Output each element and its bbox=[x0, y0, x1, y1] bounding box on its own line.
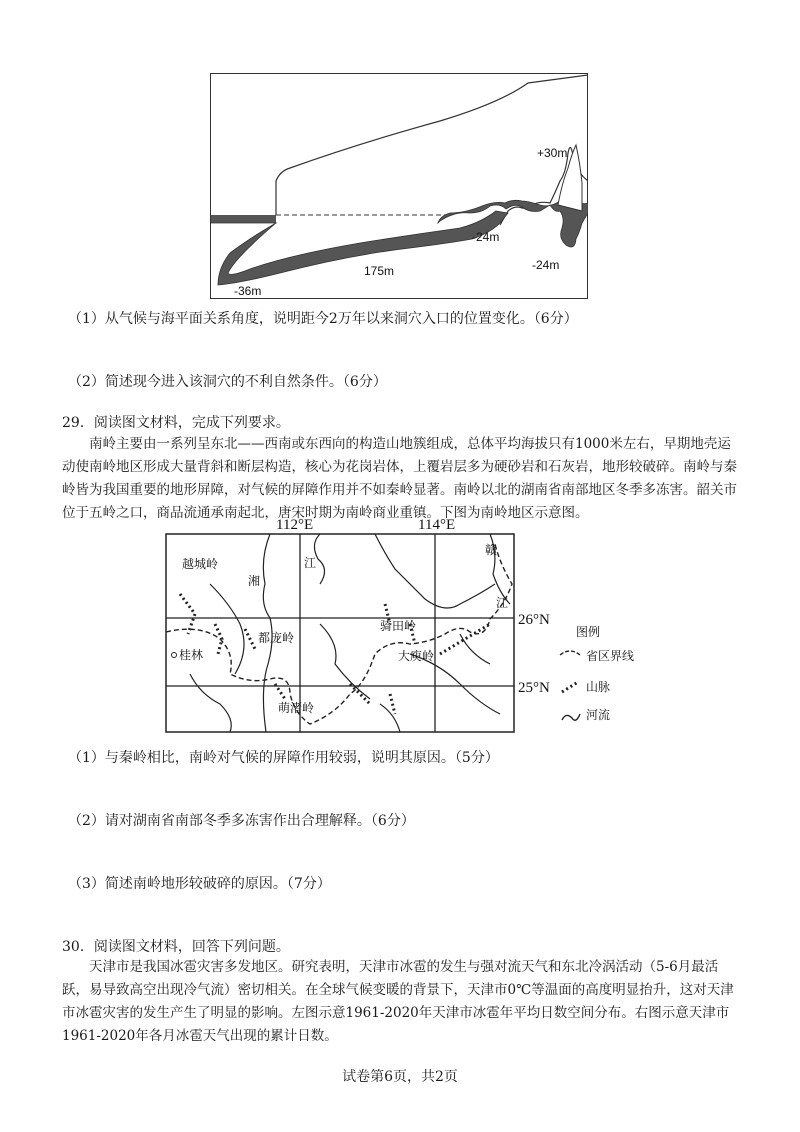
lon-112: 112°E bbox=[276, 517, 314, 533]
label-plus30: +30m bbox=[537, 146, 568, 160]
label-minus24-right: -24m bbox=[532, 258, 560, 272]
q29-sub2: （2）请对湖南省南部冬季多冻害作出合理解释。（6分） bbox=[68, 813, 415, 829]
lon-114: 114°E bbox=[418, 517, 456, 533]
label-jiang-right: 江 bbox=[496, 596, 509, 610]
q29-material: 南岭主要由一系列呈东北——西南或东西向的构造山地簇组成，总体平均海拔只有1000米左右，早期地壳运动使南岭地区形成大量背斜和断层构造，核心为花岗岩体，上覆岩层多为硬砂岩和石灰岩，地形较破碎。南岭与秦岭皆为我国重要的地形屏障，对气候的屏障作用并不如秦岭显著。南岭以北的湖南省南部地区冬季多冻害。韶关市位于五岭之口，商品流通承南起北，唐宋时期为南岭商业重镇。下图为南岭地区示意图。 bbox=[62, 436, 737, 521]
cave-profile-svg bbox=[210, 73, 588, 299]
legend-mountain: 山脉 bbox=[586, 680, 611, 694]
page-footer: 试卷第6页，共2页 bbox=[342, 1069, 458, 1085]
legend-boundary: 省区界线 bbox=[586, 649, 635, 663]
q30-title: 30．阅读图文材料，回答下列问题。 bbox=[62, 939, 290, 955]
label-yuecheng: 越城岭 bbox=[182, 557, 219, 571]
q29-sub3: （3）简述南岭地形较破碎的原因。（7分） bbox=[68, 876, 331, 892]
label-mengzhu: 萌渚岭 bbox=[278, 701, 315, 715]
q29-title: 29．阅读图文材料，完成下列要求。 bbox=[62, 415, 290, 431]
label-guilin: 桂林 bbox=[179, 648, 204, 662]
q28-sub1: （1）从气候与海平面关系角度，说明距今2万年以来洞穴入口的位置变化。（6分） bbox=[68, 311, 578, 327]
q29-sub1: （1）与秦岭相比，南岭对气候的屏障作用较弱，说明其原因。（5分） bbox=[68, 750, 499, 766]
nanling-map-svg bbox=[160, 514, 660, 736]
label-dupang: 都庞岭 bbox=[258, 631, 295, 645]
label-minus36: -36m bbox=[234, 284, 262, 298]
q28-sub2: （2）简述现今进入该洞穴的不利自然条件。（6分） bbox=[68, 374, 387, 390]
label-minus24-mid: -24m bbox=[472, 230, 500, 244]
q30-material: 天津市是我国冰雹灾害多发地区。研究表明，天津市冰雹的发生与强对流天气和东北冷涡活动（5-6月最活跃，易导致高空出现冷气流）密切相关。在全球气候变暖的背景下，天津市0℃等温面的高度明显抬升，这对天津市冰雹灾害的发生产生了明显的影响。左图示意1961-2020年天津市冰雹年平均日数空间分布。右图示意天津市1961-2020年各月冰雹天气出现的累计日数。 bbox=[62, 959, 734, 1044]
lat-25: 25°N bbox=[518, 680, 550, 696]
legend-title: 图例 bbox=[576, 625, 601, 639]
lat-26: 26°N bbox=[518, 612, 550, 628]
label-qitian: 骑田岭 bbox=[380, 619, 417, 633]
legend-river: 河流 bbox=[586, 708, 611, 722]
map-legend bbox=[560, 624, 634, 722]
label-length: 175m bbox=[364, 264, 395, 278]
label-gan: 赣 bbox=[485, 543, 498, 557]
nanling-map-figure bbox=[160, 514, 660, 736]
label-xiang: 湘 bbox=[248, 574, 261, 588]
label-dayu: 大庾岭 bbox=[398, 649, 435, 663]
cave-profile-figure bbox=[210, 73, 588, 299]
sea-water bbox=[211, 215, 276, 223]
label-jiang-top: 江 bbox=[304, 556, 317, 570]
